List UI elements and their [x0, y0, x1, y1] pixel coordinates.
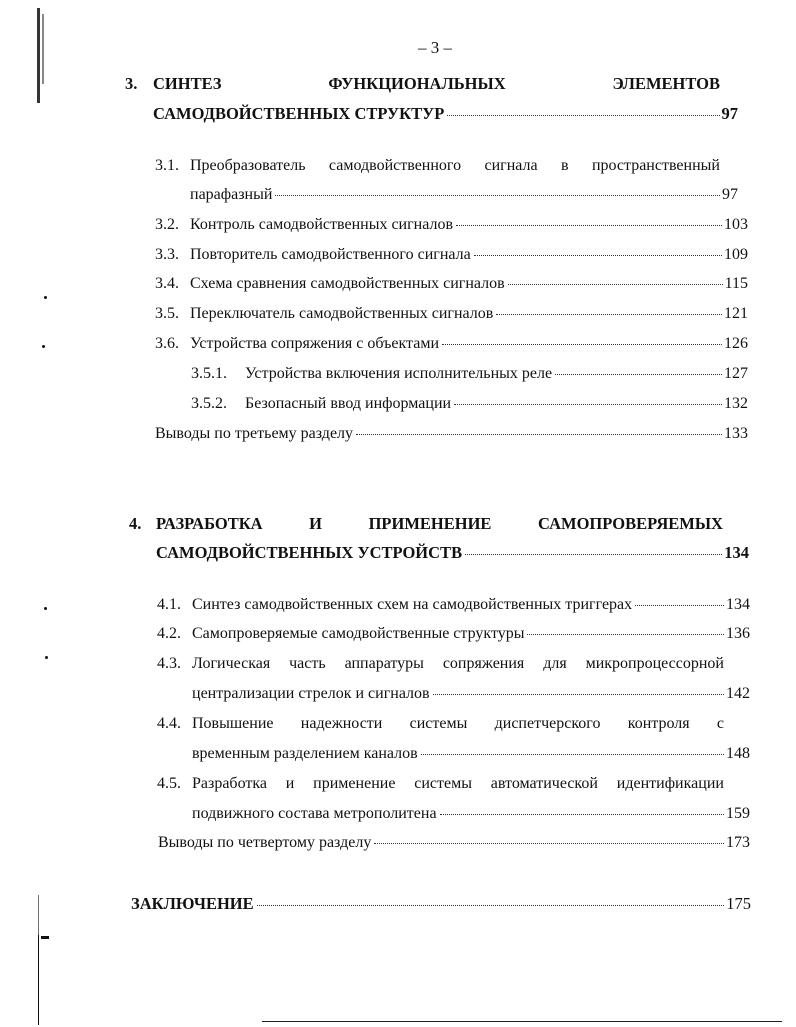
title-word: в — [560, 157, 569, 174]
scan-dot — [44, 607, 47, 610]
title-text: ЗАКЛЮЧЕНИЕ — [131, 894, 254, 913]
section-3-1-number: 3.1. — [155, 157, 179, 174]
toc-entry-ch4-conclusions[interactable] — [158, 834, 750, 852]
section-number: 3.3. — [155, 246, 179, 263]
section-number: 3.4. — [155, 275, 179, 292]
page-ref: 126 — [724, 335, 748, 352]
title-text: САМОДВОЙСТВЕННЫХ УСТРОЙСТВ — [156, 543, 463, 562]
chapter-3-title-line2[interactable] — [153, 104, 738, 124]
page-ref: 121 — [724, 305, 748, 322]
leader-dots — [474, 255, 722, 256]
section-4-3-number: 4.3. — [157, 655, 181, 672]
page-ref: 133 — [724, 425, 748, 442]
toc-entry-3-5[interactable] — [155, 305, 748, 323]
chapter-3-number: 3. — [125, 74, 138, 93]
title-word: часть — [289, 655, 326, 672]
title-word: ЭЛЕМЕНТОВ — [612, 74, 720, 93]
section-4-4-title-line2[interactable] — [192, 745, 750, 763]
title-word: микропроцессорной — [585, 655, 724, 672]
leader-dots — [527, 634, 724, 635]
leader-dots — [356, 434, 722, 435]
leader-dots — [257, 905, 725, 906]
title-text: Выводы по четвертому разделу — [158, 834, 372, 851]
title-word: пространственный — [591, 157, 720, 174]
page-ref: 97 — [721, 104, 738, 123]
scan-artifact — [42, 14, 44, 84]
title-text: Синтез самодвойственных схем на самодвойственных триггерах — [192, 596, 633, 613]
title-word: диспетчерского — [494, 715, 601, 732]
title-word: И — [309, 514, 323, 533]
scan-dot — [42, 345, 45, 348]
leader-dots — [421, 754, 724, 755]
title-text: временным разделением каналов — [192, 745, 418, 762]
leader-dots — [555, 374, 722, 375]
title-word: Повышение — [192, 715, 274, 732]
page-ref: 175 — [726, 894, 751, 913]
leader-dots — [454, 404, 722, 405]
title-text: Устройства сопряжения с объектами — [190, 335, 440, 352]
leader-dots — [465, 554, 722, 555]
section-number: 4.1. — [157, 596, 181, 613]
title-word: и — [285, 775, 295, 792]
section-4-4-number: 4.4. — [157, 715, 181, 732]
toc-entry-ch3-conclusions[interactable] — [155, 425, 748, 443]
title-word: применение — [313, 775, 396, 792]
scan-artifact — [37, 8, 40, 103]
toc-entry-4-1[interactable] — [157, 596, 750, 614]
toc-entry-3-4[interactable] — [155, 275, 748, 293]
page-ref: 132 — [724, 395, 748, 412]
section-4-4-title-line1[interactable] — [192, 715, 724, 733]
title-word: автоматической — [490, 775, 598, 792]
title-text: парафазный — [190, 186, 273, 203]
toc-entry-3-2[interactable] — [155, 216, 748, 234]
title-word: системы — [414, 775, 472, 792]
title-word: Логическая — [192, 655, 271, 672]
title-text: Схема сравнения самодвойственных сигналов — [190, 275, 505, 292]
toc-entry-3-6[interactable] — [155, 335, 748, 353]
title-word: с — [716, 715, 724, 732]
section-number: 4.2. — [157, 625, 181, 642]
page-ref: 148 — [726, 745, 750, 762]
title-word: идентификации — [616, 775, 724, 792]
toc-entry-3-3[interactable] — [155, 246, 748, 264]
leader-dots — [374, 843, 724, 844]
title-word: сигнала — [484, 157, 538, 174]
section-3-1-title-line2[interactable] — [190, 186, 738, 204]
section-number: 3.5.1. — [191, 365, 227, 382]
bottom-rule — [262, 1021, 782, 1022]
title-word: самодвойственного — [328, 157, 462, 174]
title-text: Контроль самодвойственных сигналов — [190, 216, 454, 233]
title-word: Разработка — [192, 775, 267, 792]
section-4-5-title-line2[interactable] — [192, 805, 750, 823]
page-number: – 3 – — [418, 38, 452, 57]
title-word: надежности — [300, 715, 383, 732]
chapter-4-number: 4. — [129, 514, 142, 533]
toc-entry-4-2[interactable] — [157, 625, 750, 643]
leader-dots — [635, 605, 724, 606]
scan-dot — [44, 296, 47, 299]
section-number: 3.2. — [155, 216, 179, 233]
scan-artifact — [41, 936, 49, 939]
page-ref: 173 — [726, 834, 750, 851]
scan-dot — [45, 656, 48, 659]
title-word: аппаратуры — [344, 655, 424, 672]
title-word: системы — [409, 715, 468, 732]
section-number: 3.5. — [155, 305, 179, 322]
leader-dots — [442, 344, 722, 345]
section-4-5-title-line1[interactable] — [192, 775, 724, 793]
title-text: подвижного состава метрополитена — [192, 805, 437, 822]
chapter-4-title-line1 — [156, 514, 723, 534]
title-text: Самопроверяемые самодвойственные структуры — [192, 625, 525, 642]
title-word: САМОПРОВЕРЯЕМЫХ — [538, 514, 723, 533]
page-ref: 115 — [724, 275, 748, 292]
title-text: централизации стрелок и сигналов — [192, 685, 430, 702]
section-4-5-number: 4.5. — [157, 775, 181, 792]
page-ref: 134 — [726, 596, 750, 613]
title-text: Безопасный ввод информации — [245, 395, 452, 412]
page-ref: 97 — [722, 186, 738, 203]
leader-dots — [508, 284, 723, 285]
page-ref: 159 — [726, 805, 750, 822]
title-word: ПРИМЕНЕНИЕ — [368, 514, 492, 533]
scan-artifact — [38, 935, 39, 1025]
section-number: 3.5.2. — [191, 395, 227, 412]
leader-dots — [456, 225, 722, 226]
title-text: Переключатель самодвойственных сигналов — [190, 305, 494, 322]
page-ref: 109 — [724, 246, 748, 263]
leader-dots — [447, 115, 719, 116]
leader-dots — [496, 314, 722, 315]
title-text: САМОДВОЙСТВЕННЫХ СТРУКТУР — [153, 104, 445, 123]
title-word: контроля — [627, 715, 690, 732]
page-ref: 127 — [724, 365, 748, 382]
chapter-3-title-line1 — [153, 74, 720, 94]
leader-dots — [433, 694, 724, 695]
title-word: для — [543, 655, 567, 672]
section-4-3-title-line1[interactable] — [192, 655, 724, 673]
section-number: 3.6. — [155, 335, 179, 352]
title-text: Повторитель самодвойственного сигнала — [190, 246, 471, 263]
page-ref: 103 — [724, 216, 748, 233]
toc-entry-3-5-1[interactable] — [191, 365, 748, 383]
toc-entry-conclusion[interactable] — [131, 894, 751, 914]
title-word: сопряжения — [442, 655, 525, 672]
title-word: РАЗРАБОТКА — [156, 514, 263, 533]
title-word: СИНТЕЗ — [153, 74, 222, 93]
section-4-3-title-line2[interactable] — [192, 685, 750, 703]
toc-entry-3-5-2[interactable] — [191, 395, 748, 413]
scan-artifact — [38, 895, 39, 935]
title-text: Выводы по третьему разделу — [155, 425, 354, 442]
page-ref: 142 — [726, 685, 750, 702]
page-ref: 136 — [726, 625, 750, 642]
title-word: ФУНКЦИОНАЛЬНЫХ — [328, 74, 506, 93]
section-3-1-title-line1[interactable] — [190, 157, 720, 175]
title-text: Устройства включения исполнительных реле — [245, 365, 553, 382]
leader-dots — [440, 814, 724, 815]
title-word: Преобразователь — [190, 157, 306, 174]
chapter-4-title-line2[interactable] — [156, 543, 749, 563]
page-ref: 134 — [724, 543, 749, 562]
leader-dots — [275, 195, 720, 196]
